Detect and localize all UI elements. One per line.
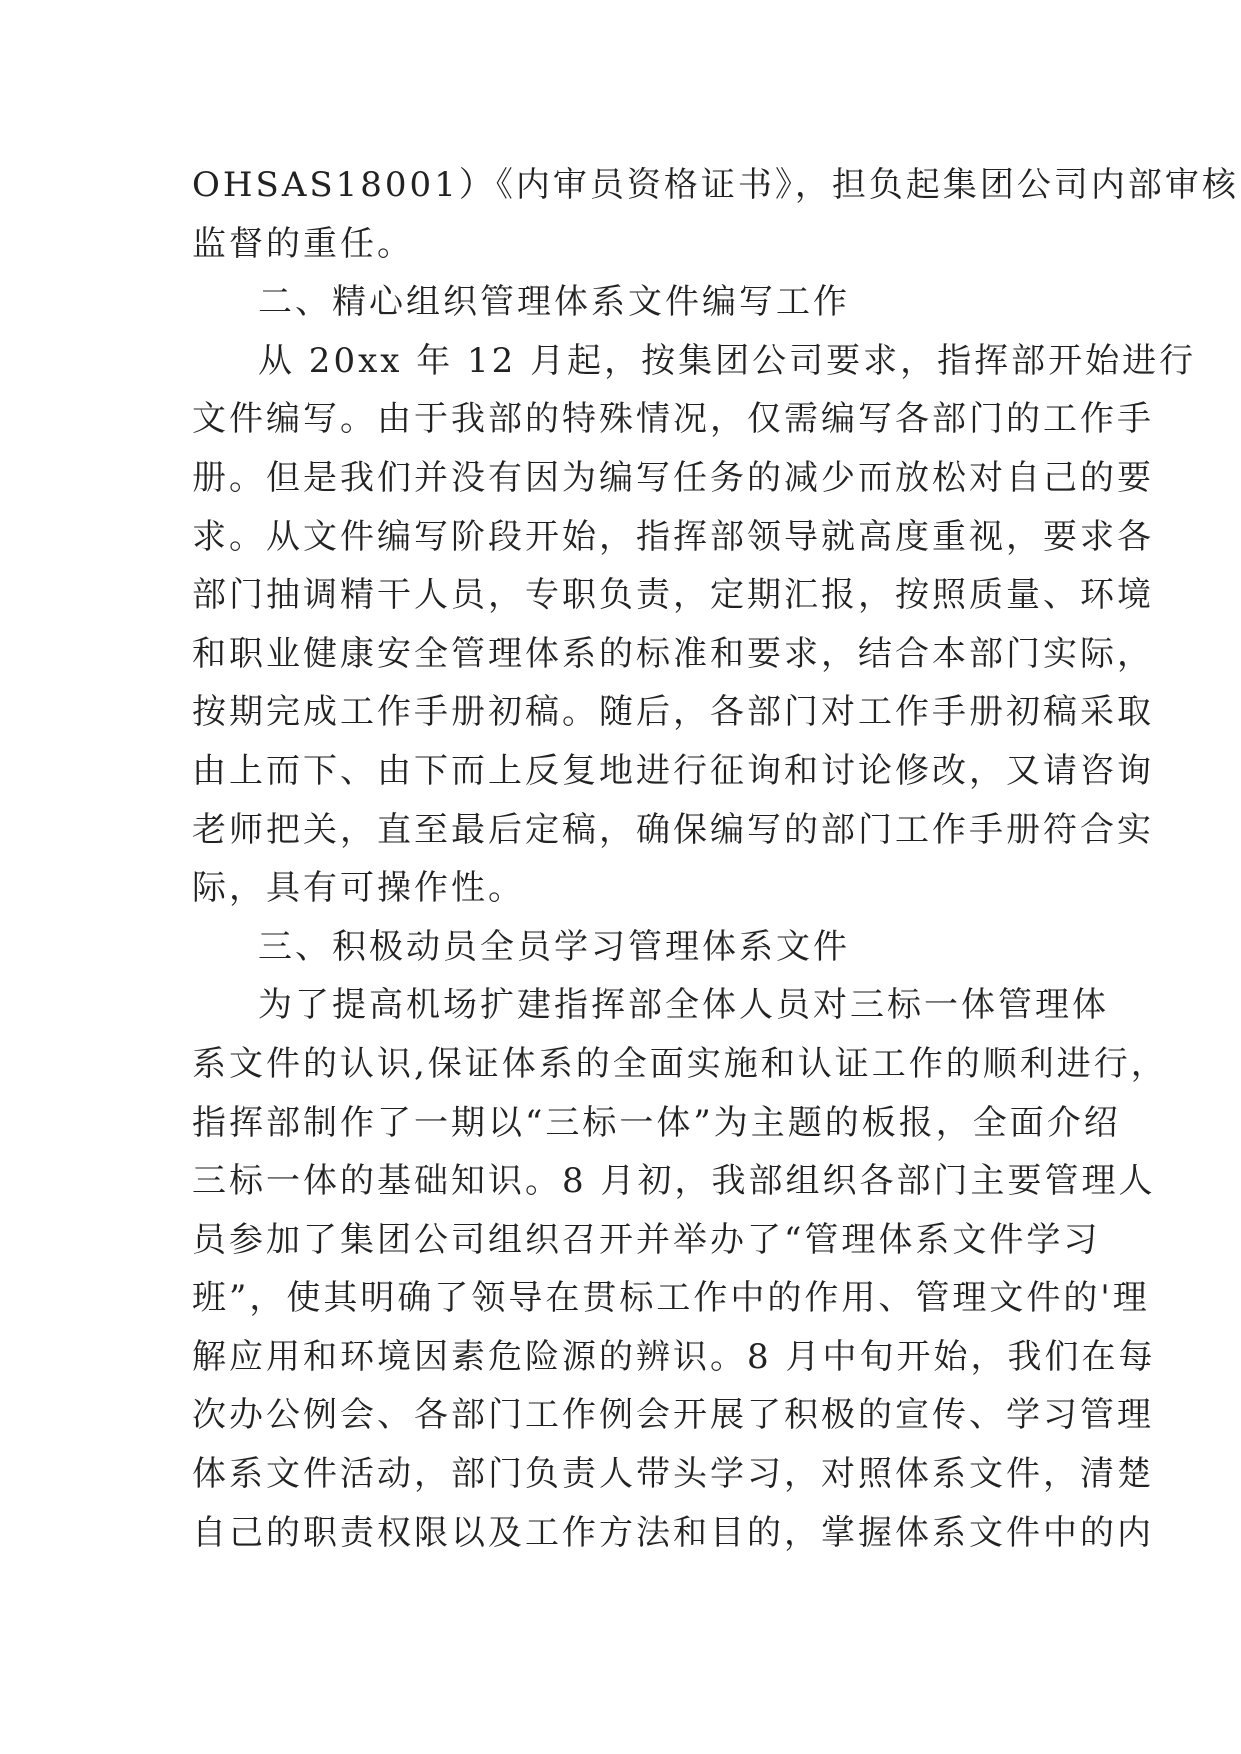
text-line: 部门抽调精干人员，专职负责，定期汇报，按照质量、环境 — [192, 575, 1154, 616]
text-line: 员参加了集团公司组织召开并举办了“管理体系文件学习 — [192, 1219, 1101, 1260]
text-line: 文件编写。由于我部的特殊情况，仅需编写各部门的工作手 — [192, 399, 1154, 440]
section-heading: 二、精心组织管理体系文件编写工作 — [258, 282, 850, 323]
text-line: 体系文件活动，部门负责人带头学习，对照体系文件，清楚 — [192, 1454, 1154, 1495]
text-line: 为了提高机场扩建指挥部全体人员对三标一体管理体 — [258, 985, 1109, 1026]
text-line: 自己的职责权限以及工作方法和目的，掌握体系文件中的内 — [192, 1512, 1154, 1553]
text-line: 求。从文件编写阶段开始，指挥部领导就高度重视，要求各 — [192, 516, 1154, 557]
text-line: 系文件的认识,保证体系的全面实施和认证工作的顺利进行， — [192, 1043, 1168, 1084]
text-line: 监督的重任。 — [192, 223, 414, 264]
text-line: 由上而下、由下而上反复地进行征询和讨论修改，又请咨询 — [192, 750, 1154, 791]
section-heading: 三、积极动员全员学习管理体系文件 — [258, 926, 850, 967]
text-line: 按期完成工作手册初稿。随后，各部门对工作手册初稿采取 — [192, 692, 1154, 733]
text-line: 班”，使其明确了领导在贯标工作中的作用、管理文件的'理 — [192, 1278, 1150, 1319]
text-line: 从 20xx 年 12 月起，按集团公司要求，指挥部开始进行 — [258, 340, 1197, 381]
text-line: OHSAS18001）《内审员资格证书》，担负起集团公司内部审核 — [192, 165, 1239, 205]
body-text — [192, 156, 1239, 1562]
text-line: 解应用和环境因素危险源的辨识。8 月中旬开始，我们在每 — [192, 1336, 1156, 1377]
text-line: 指挥部制作了一期以“三标一体”为主题的板报，全面介绍 — [192, 1102, 1121, 1143]
text-line: 和职业健康安全管理体系的标准和要求，结合本部门实际， — [192, 633, 1154, 674]
text-line: 际，具有可操作性。 — [192, 868, 525, 909]
text-line: 三标一体的基础知识。8 月初，我部组织各部门主要管理人 — [192, 1161, 1156, 1202]
text-line: 次办公例会、各部门工作例会开展了积极的宣传、学习管理 — [192, 1395, 1154, 1436]
text-line: 老师把关，直至最后定稿，确保编写的部门工作手册符合实 — [192, 809, 1154, 850]
text-line: 册。但是我们并没有因为编写任务的减少而放松对自己的要 — [192, 457, 1154, 498]
